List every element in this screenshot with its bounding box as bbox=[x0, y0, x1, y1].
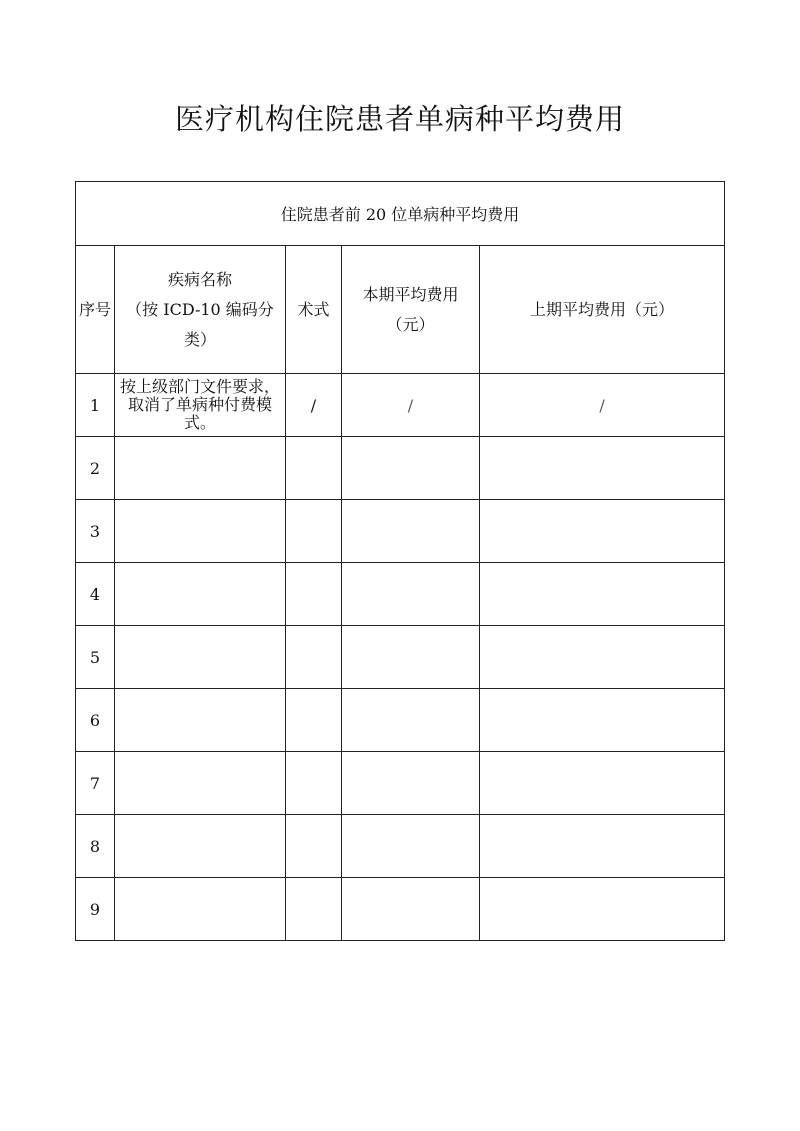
table-caption: 住院患者前 20 位单病种平均费用 bbox=[76, 182, 725, 246]
row-previous bbox=[480, 752, 725, 815]
row-seq: 1 bbox=[76, 374, 115, 437]
row-current bbox=[342, 689, 480, 752]
table-row bbox=[76, 374, 725, 437]
header-current-line2: （元） bbox=[386, 314, 435, 334]
row-previous: / bbox=[480, 374, 725, 437]
row-seq: 9 bbox=[76, 878, 115, 941]
table-row bbox=[76, 878, 725, 941]
row-current bbox=[342, 563, 480, 626]
row-seq: 7 bbox=[76, 752, 115, 815]
row-seq: 5 bbox=[76, 626, 115, 689]
row-previous bbox=[480, 626, 725, 689]
row-surgery bbox=[286, 752, 342, 815]
header-seq: 序号 bbox=[76, 246, 115, 374]
row-surgery bbox=[286, 437, 342, 500]
table-row bbox=[76, 815, 725, 878]
row-current bbox=[342, 437, 480, 500]
row-surgery bbox=[286, 626, 342, 689]
row-disease bbox=[115, 626, 286, 689]
row-disease bbox=[115, 878, 286, 941]
header-disease-line3: 类） bbox=[183, 329, 216, 349]
header-disease bbox=[115, 246, 286, 374]
caption-row bbox=[76, 182, 725, 246]
row-current: / bbox=[342, 374, 480, 437]
row-seq: 4 bbox=[76, 563, 115, 626]
header-row bbox=[76, 246, 725, 374]
row-previous bbox=[480, 815, 725, 878]
row-disease bbox=[115, 815, 286, 878]
table-row bbox=[76, 563, 725, 626]
table-row bbox=[76, 689, 725, 752]
row-current bbox=[342, 500, 480, 563]
header-surgery: 术式 bbox=[286, 246, 342, 374]
row-current bbox=[342, 878, 480, 941]
row-disease bbox=[115, 500, 286, 563]
row-surgery bbox=[286, 500, 342, 563]
row-disease bbox=[115, 752, 286, 815]
table-row bbox=[76, 500, 725, 563]
fee-table bbox=[75, 181, 725, 941]
row-disease: 按上级部门文件要求，取消了单病种付费模式。 bbox=[115, 374, 286, 437]
row-previous bbox=[480, 878, 725, 941]
row-surgery: / bbox=[286, 374, 342, 437]
table-row bbox=[76, 626, 725, 689]
row-surgery bbox=[286, 689, 342, 752]
table-row bbox=[76, 752, 725, 815]
row-current bbox=[342, 815, 480, 878]
header-current-line1: 本期平均费用 bbox=[362, 284, 459, 304]
table-row bbox=[76, 437, 725, 500]
row-previous bbox=[480, 563, 725, 626]
row-previous bbox=[480, 500, 725, 563]
row-current bbox=[342, 752, 480, 815]
row-seq: 3 bbox=[76, 500, 115, 563]
row-surgery bbox=[286, 815, 342, 878]
page-title: 医疗机构住院患者单病种平均费用 bbox=[174, 102, 625, 136]
row-surgery bbox=[286, 563, 342, 626]
header-disease-line1: 疾病名称 bbox=[167, 269, 232, 289]
row-disease bbox=[115, 689, 286, 752]
row-seq: 6 bbox=[76, 689, 115, 752]
row-previous bbox=[480, 437, 725, 500]
header-disease-line2: （按 ICD-10 编码分 bbox=[126, 299, 274, 319]
row-disease bbox=[115, 437, 286, 500]
header-previous: 上期平均费用（元） bbox=[480, 246, 725, 374]
row-seq: 2 bbox=[76, 437, 115, 500]
row-surgery bbox=[286, 878, 342, 941]
row-previous bbox=[480, 689, 725, 752]
header-current bbox=[342, 246, 480, 374]
row-seq: 8 bbox=[76, 815, 115, 878]
row-current bbox=[342, 626, 480, 689]
row-disease bbox=[115, 563, 286, 626]
